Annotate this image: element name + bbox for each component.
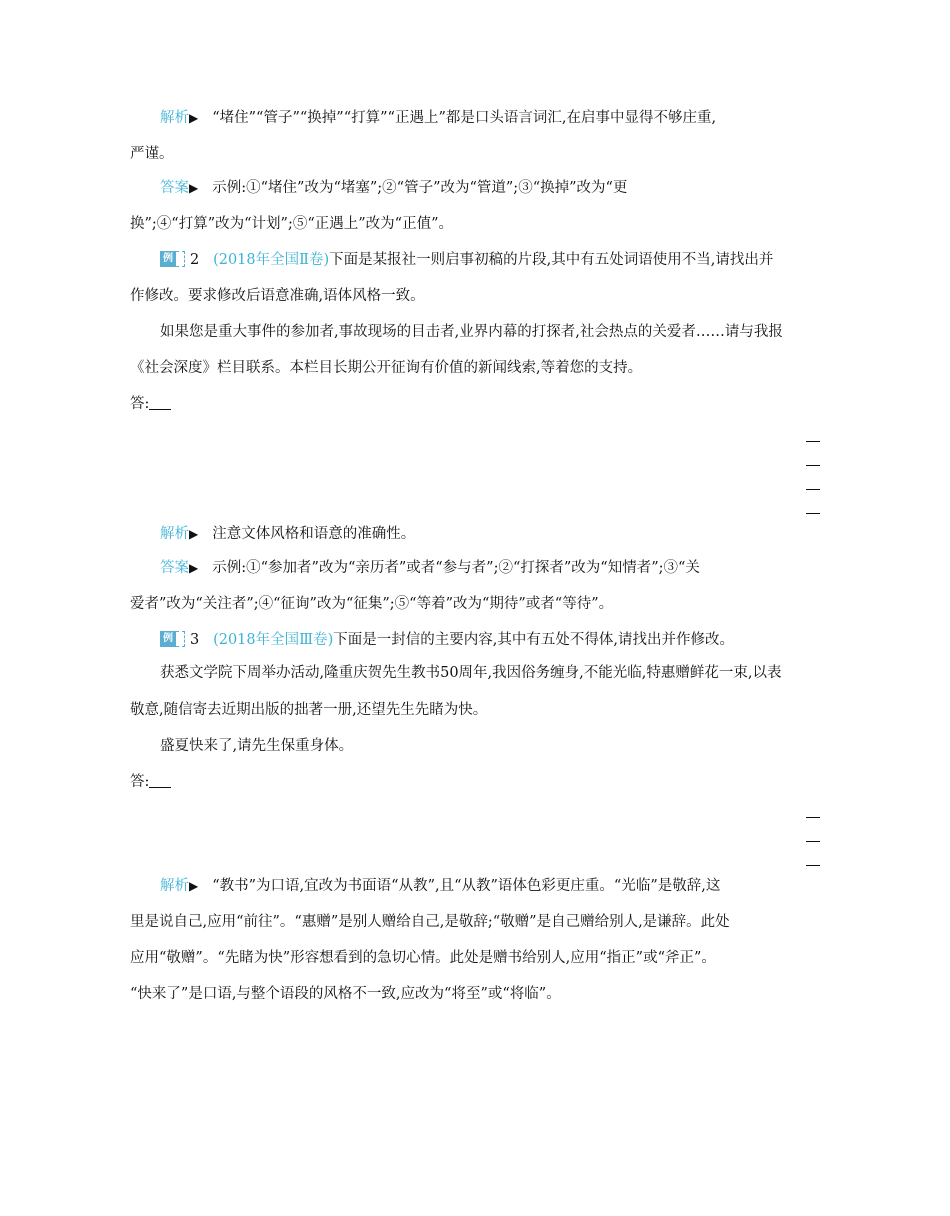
example-source: (2018年全国Ⅲ卷) [213,632,334,648]
analysis-tag: 解析 [160,878,189,894]
example-badge-icon: 例 [160,251,186,267]
example-3-header [160,630,820,650]
answer-block-2 [160,558,820,578]
example-passage-cont: 敬意,随信寄去近期出版的拙著一册,还望先生先睹为快。 [130,702,488,718]
analysis-text: “教书”为口语,宜改为书面语“从教”,且“从教”语体色彩更庄重。“光临”是敬辞,这 [212,878,721,894]
example-source: (2018年全国Ⅱ卷) [213,252,330,268]
analysis-text-cont: 严谨。 [130,146,174,162]
answer-text-cont: 换”;④“打算”改为“计划”;⑤“正遇上”改为“正值”。 [130,216,453,232]
example-passage: 如果您是重大事件的参加者,事故现场的目击者,业界内幕的打探者,社会热点的关爱者……请与我报 [160,324,783,340]
example-question: 下面是某报社一则启事初稿的片段,其中有五处词语使用不当,请找出并 [329,252,774,268]
answer-blank-line [149,773,171,788]
triangle-marker-icon: ▶ [189,527,199,541]
analysis-text: “堵住”“管子”“换掉”“打算”“正遇上”都是口头语言词汇,在启事中显得不够庄重, [212,110,717,126]
answer-blank-line [806,489,820,490]
example-passage-cont: 《社会深度》栏目联系。本栏目长期公开征询有价值的新闻线索,等着您的支持。 [130,360,643,376]
answer-text: 示例:①“参加者”改为“亲历者”或者“参与者”;②“打探者”改为“知情者”;③“关 [212,560,700,576]
example-question: 下面是一封信的主要内容,其中有五处不得体,请找出并作修改。 [333,632,734,648]
example-number: 3 [190,632,200,648]
triangle-marker-icon: ▶ [189,111,199,125]
analysis-tag: 解析 [160,526,189,542]
answer-prompt-label: 答: [130,774,150,790]
answer-blank-line [806,817,820,818]
answer-prompt [130,772,820,792]
triangle-marker-icon: ▶ [189,561,199,575]
answer-prompt [130,394,820,414]
answer-text-cont: 爱者”改为“关注者”;④“征询”改为“征集”;⑤“等着”改为“期待”或者“等待”。 [130,596,614,612]
analysis-text: 注意文体风格和语意的准确性。 [212,526,416,542]
answer-blank-line [806,441,820,442]
example-badge-icon: 例 [160,631,186,647]
answer-blank-line [806,465,820,466]
answer-tag: 答案 [160,560,189,576]
example-passage: 获悉文学院下周举办活动,隆重庆贺先生教书50周年,我因俗务缠身,不能光临,特惠赠鲜花一束,以表 [160,665,782,681]
analysis-text-cont: 里是说自己,应用“前往”。“惠赠”是别人赠给自己,是敬辞;“敬赠”是自己赠给别人,是谦辞。此处 [130,914,730,930]
answer-text: 示例:①“堵住”改为“堵塞”;②“管子”改为“管道”;③“换掉”改为“更 [212,180,628,196]
answer-tag: 答案 [160,180,189,196]
triangle-marker-icon: ▶ [189,879,199,893]
analysis-block-3 [160,876,820,896]
answer-blank-line [806,841,820,842]
analysis-text-cont: “快来了”是口语,与整个语段的风格不一致,应改为“将至”或“将临”。 [130,986,561,1002]
analysis-block-1 [160,108,820,128]
example-question-cont: 作修改。要求修改后语意准确,语体风格一致。 [130,288,425,304]
example-2-header [160,250,820,270]
answer-blank-line [806,865,820,866]
answer-prompt-label: 答: [130,396,150,412]
answer-block-1 [160,178,820,198]
example-number: 2 [190,252,200,268]
answer-blank-line [806,513,820,514]
analysis-block-2 [160,524,820,544]
analysis-tag: 解析 [160,110,189,126]
triangle-marker-icon: ▶ [189,181,199,195]
answer-blank-line [149,395,171,410]
analysis-text-cont: 应用“敬赠”。“先睹为快”形容想看到的急切心情。此处是赠书给别人,应用“指正”或“斧正”。 [130,950,716,966]
example-passage-cont: 盛夏快来了,请先生保重身体。 [160,738,354,754]
